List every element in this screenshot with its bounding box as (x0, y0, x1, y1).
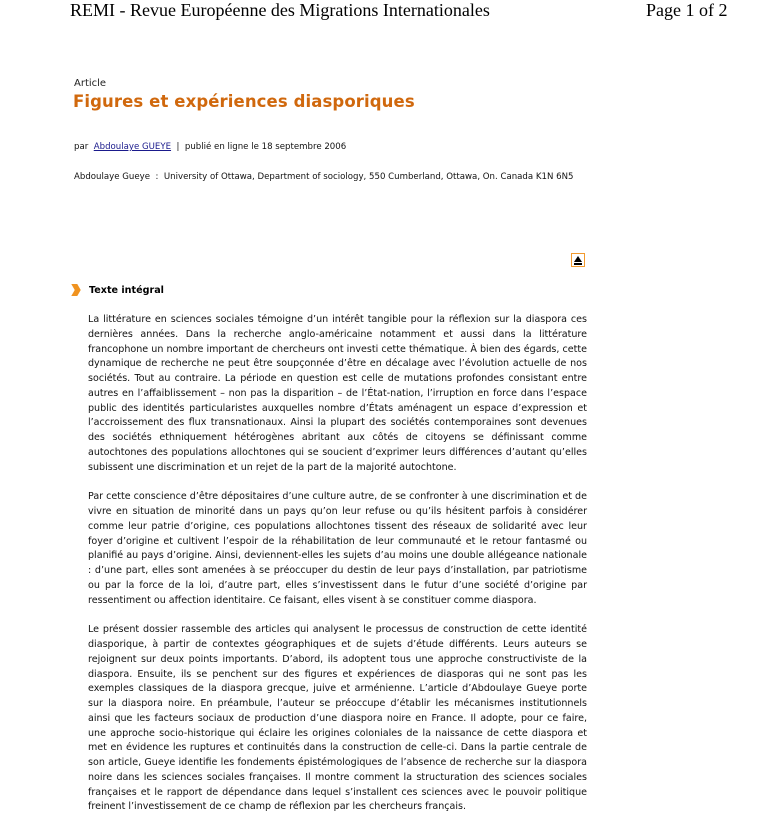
back-to-top-icon[interactable] (571, 253, 585, 267)
article-title: Figures et expériences diasporiques (73, 92, 415, 111)
affiliation-text: University of Ottawa, Department of sociology, 550 Cumberland, Ottawa, On. Canada K1N 6N5 (163, 172, 574, 182)
orange-chevron-icon (73, 284, 83, 296)
journal-header: REMI - Revue Européenne des Migrations Internationales (70, 0, 490, 20)
article-kind-label: Article (74, 78, 107, 89)
section-label: Texte intégral (89, 284, 164, 296)
byline (74, 141, 346, 153)
publication-date: publié en ligne le 18 septembre 2006 (184, 142, 347, 152)
body-paragraph: Par cette conscience d’être dépositaires d’une culture autre, de se confronter à une discrimination et de vivre en situation de minorité dans un pays qu’on leur refuse ou qu’ils hésitent parfois à considérer comme leur patrie d’origine, ces populations allochtones tissent des réseaux de solidarité avec leur foyer d’origine et cultivent l’espoir de la réhabilitation de leur communauté et le retour fantasmé ou planifié au pays d’origine. Ainsi, deviennent-elles les sujets d’au moins une double allégeance nationale : d’une part, elles sont amenées à se préoccuper du destin de leur pays d’installation, par patriotisme ou par la force de la loi, d’autre part, elles s’investissent dans le futur d’une société d’origine par ressentiment ou affection identitaire. Ce faisant, elles visent à se constituer comme diaspora. (88, 491, 587, 606)
author-link[interactable]: Abdoulaye GUEYE (93, 142, 172, 152)
article-body (88, 313, 587, 830)
section-heading (73, 283, 164, 297)
by-prefix: par (74, 142, 89, 152)
author-affiliation (74, 171, 574, 183)
body-paragraph: La littérature en sciences sociales témoigne d’un intérêt tangible pour la réflexion sur la diaspora ces dernières années. Dans la recherche anglo-américaine notamment et aussi dans la littérature francophone un nombre important de chercheurs ont investi cette thématique. À bien des égards, cette dynamique de recherche ne peut être soupçonnée d’être en décalage avec l’évolution actuelle de nos sociétés. Tout au contraire. La période en question est celle de mutations profondes consistant entre autres en l’affaiblissement – non pas la disparition – de l’État-nation, l’irruption en force dans l’espace public des identités particularistes auxquelles nombre d’États aménagent un espace d’expression et l’accroissement des flux transnationaux. Ainsi la plupart des sociétés contemporaines sont devenues des sociétés ethniquement hétérogènes abritant aux côtés de citoyens se définissant comme autochtones des populations allochtones qui se soucient d’exprimer leurs différences d’autant qu’elles subissent une discrimination et un rejet de la part de la majorité autochtone. (88, 314, 587, 473)
body-paragraph: Le présent dossier rassemble des articles qui analysent le processus de construction de cette identité diasporique, à partir de contextes géographiques et de sujets d’étude différents. Leurs auteurs se rejoignent sur deux points importants. D’abord, ils adoptent tous une approche constructiviste de la diaspora. Ensuite, ils se penchent sur des figures et expériences de diasporas qui ne sont pas les exemples classiques de la diaspora grecque, juive et arménienne. L’article d’Abdoulaye Gueye porte sur la diaspora noire. En préambule, l’auteur se préoccupe d’établir les mécanismes institutionnels ainsi que les facteurs sociaux de production d’une diaspora noire en France. Il adopte, pour ce faire, une approche socio-historique qui éclaire les origines coloniales de la naissance de cette diaspora et met en évidence les ruptures et continuités dans la construction de celle-ci. Dans la partie centrale de son article, Gueye identifie les fondements épistémologiques de l’absence de recherche sur la diaspora noire dans les sciences sociales françaises. Il montre comment la structuration des sciences sociales françaises et le rapport de dépendance dans lequel s’installent ces sciences avec le pouvoir politique freinent l’investissement de ce champ de réflexion par les chercheurs français. (88, 624, 587, 813)
page-indicator: Page 1 of 2 (646, 0, 728, 20)
byline-separator: | (176, 142, 180, 152)
affiliation-separator: : (155, 172, 159, 182)
affiliation-author-name: Abdoulaye Gueye (74, 172, 151, 182)
